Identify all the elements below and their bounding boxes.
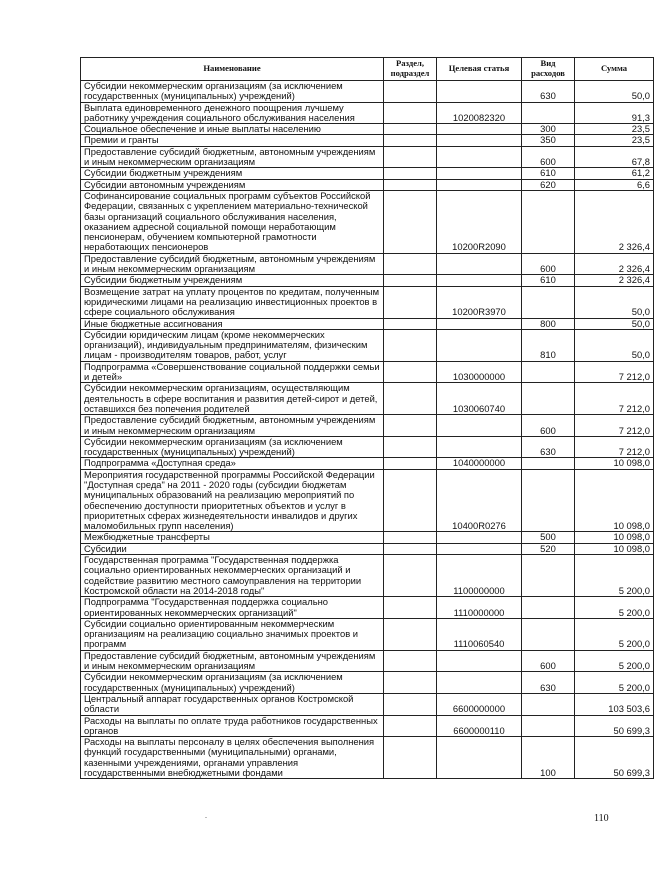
header-section: Раздел, подраздел [384,58,437,81]
cell-kind: 610 [522,168,575,179]
table-row [81,650,654,672]
cell-article [437,124,522,135]
header-article: Целевая статья [437,58,522,81]
cell-kind [522,715,575,737]
cell-kind [522,286,575,318]
table-row [81,555,654,597]
table-row [81,329,654,361]
cell-article [437,532,522,543]
cell-sum: 5 200,0 [575,618,654,650]
cell-article [437,436,522,458]
cell-article [437,672,522,694]
cell-section [384,650,437,672]
cell-name: Государственная программа "Государственная поддержка социально ориентированных некоммерческих организаций и содействие развитию местного самоуправления на территории Костромской области на 2014-2018 годы" [81,555,384,597]
cell-name: Субсидии социально ориентированным некоммерческим организациям на реализацию социально значимых проектов и программ [81,618,384,650]
table-row [81,190,654,253]
cell-name: Предоставление субсидий бюджетным, автономным учреждениям и иным некоммерческим организациям [81,415,384,437]
cell-sum: 10 098,0 [575,532,654,543]
cell-article: 10200R3970 [437,286,522,318]
cell-kind [522,618,575,650]
budget-sheet [80,57,650,779]
cell-sum: 61,2 [575,168,654,179]
cell-kind [522,361,575,383]
cell-article: 1030060740 [437,383,522,415]
cell-sum: 23,5 [575,124,654,135]
cell-section [384,693,437,715]
cell-section [384,190,437,253]
header-kind: Вид расходов [522,58,575,81]
cell-kind [522,190,575,253]
cell-name: Подпрограмма "Государственная поддержка социально ориентированных некоммерческих организаций" [81,597,384,619]
table-row [81,135,654,146]
cell-name: Межбюджетные трансферты [81,532,384,543]
cell-name: Подпрограмма «Доступная среда» [81,458,384,469]
cell-section [384,124,437,135]
cell-name: Субсидии [81,543,384,554]
cell-section [384,179,437,190]
table-row [81,543,654,554]
header-name: Наименование [81,58,384,81]
cell-sum: 2 326,4 [575,190,654,253]
cell-kind: 620 [522,179,575,190]
table-row [81,672,654,694]
cell-kind: 630 [522,81,575,103]
cell-kind: 350 [522,135,575,146]
cell-name: Субсидии бюджетным учреждениям [81,275,384,286]
cell-article [437,168,522,179]
cell-article [437,275,522,286]
cell-article: 1030000000 [437,361,522,383]
cell-sum: 50 699,3 [575,715,654,737]
table-row [81,469,654,532]
cell-kind [522,102,575,124]
cell-sum: 67,8 [575,146,654,168]
cell-sum: 91,3 [575,102,654,124]
cell-article [437,318,522,329]
cell-section [384,672,437,694]
table-row [81,737,654,779]
header-sum: Сумма [575,58,654,81]
table-row [81,458,654,469]
cell-name: Центральный аппарат государственных органов Костромской области [81,693,384,715]
cell-sum: 6,6 [575,179,654,190]
table-row [81,383,654,415]
cell-section [384,383,437,415]
cell-kind: 610 [522,275,575,286]
cell-sum: 50,0 [575,81,654,103]
cell-article: 6600000110 [437,715,522,737]
cell-kind [522,383,575,415]
table-row [81,124,654,135]
cell-name: Предоставление субсидий бюджетным, автономным учреждениям и иным некоммерческим организациям [81,253,384,275]
cell-sum: 50,0 [575,286,654,318]
cell-name: Социальное обеспечение и иные выплаты населению [81,124,384,135]
cell-sum: 5 200,0 [575,672,654,694]
cell-section [384,361,437,383]
cell-kind [522,555,575,597]
cell-sum: 7 212,0 [575,383,654,415]
cell-section [384,618,437,650]
cell-name: Предоставление субсидий бюджетным, автономным учреждениям и иным некоммерческим организациям [81,650,384,672]
budget-table [80,57,654,779]
cell-article [437,253,522,275]
table-row [81,179,654,190]
cell-sum: 7 212,0 [575,361,654,383]
cell-kind: 100 [522,737,575,779]
cell-sum: 5 200,0 [575,650,654,672]
cell-name: Возмещение затрат на уплату процентов по кредитам, полученным юридическими лицами на реализацию инвестиционных проектов в сфере социального обслуживания [81,286,384,318]
cell-kind: 520 [522,543,575,554]
cell-kind: 600 [522,253,575,275]
cell-sum: 5 200,0 [575,597,654,619]
cell-section [384,286,437,318]
cell-kind: 600 [522,650,575,672]
cell-section [384,555,437,597]
cell-name: Субсидии автономным учреждениям [81,179,384,190]
table-body [81,81,654,779]
cell-article [437,329,522,361]
cell-sum: 7 212,0 [575,436,654,458]
cell-article: 10200R2090 [437,190,522,253]
cell-sum: 50 699,3 [575,737,654,779]
cell-article: 6600000000 [437,693,522,715]
cell-kind: 630 [522,436,575,458]
cell-sum: 10 098,0 [575,458,654,469]
cell-article: 1020082320 [437,102,522,124]
table-row [81,618,654,650]
cell-section [384,532,437,543]
cell-section [384,275,437,286]
cell-article [437,737,522,779]
cell-name: Субсидии некоммерческим организациям (за исключением государственных (муниципальных) учреждений) [81,81,384,103]
table-row [81,102,654,124]
table-row [81,146,654,168]
cell-section [384,135,437,146]
table-row [81,715,654,737]
table-row [81,318,654,329]
cell-name: Мероприятия государственной программы Российской Федерации "Доступная среда" на 2011 - 2020 годы (субсидии бюджетам муниципальных образований на реализацию мероприятий по обеспечению доступности приоритетных объектов и услуг в приоритетных сферах жизнедеятельности инвалидов и других маломобильных групп населения) [81,469,384,532]
cell-kind: 300 [522,124,575,135]
cell-section [384,415,437,437]
cell-kind: 600 [522,415,575,437]
cell-section [384,543,437,554]
cell-name: Расходы на выплаты персоналу в целях обеспечения выполнения функций государственными (муниципальными) органами, казенными учреждениями, органами управления государственными внебюджетными фондами [81,737,384,779]
cell-article: 1110060540 [437,618,522,650]
cell-article [437,81,522,103]
cell-section [384,318,437,329]
cell-section [384,253,437,275]
cell-name: Премии и гранты [81,135,384,146]
cell-sum: 103 503,6 [575,693,654,715]
cell-kind [522,693,575,715]
table-row [81,253,654,275]
cell-article: 1110000000 [437,597,522,619]
cell-sum: 5 200,0 [575,555,654,597]
table-row [81,275,654,286]
table-row [81,361,654,383]
cell-sum: 7 212,0 [575,415,654,437]
cell-section [384,715,437,737]
cell-kind: 800 [522,318,575,329]
cell-kind: 810 [522,329,575,361]
cell-kind [522,458,575,469]
cell-sum: 50,0 [575,318,654,329]
cell-article [437,146,522,168]
cell-kind [522,469,575,532]
cell-section [384,436,437,458]
cell-name: Субсидии некоммерческим организациям (за исключением государственных (муниципальных) учреждений) [81,672,384,694]
cell-section [384,102,437,124]
table-row [81,693,654,715]
cell-name: Субсидии бюджетным учреждениям [81,168,384,179]
cell-name: Подпрограмма «Совершенствование социальной поддержки семьи и детей» [81,361,384,383]
cell-section [384,737,437,779]
cell-name: Предоставление субсидий бюджетным, автономным учреждениям и иным некоммерческим организациям [81,146,384,168]
cell-name: Субсидии юридическим лицам (кроме некоммерческих организаций), индивидуальным предпринимателям, физическим лицам - производителям товаров, работ, услуг [81,329,384,361]
cell-sum: 2 326,4 [575,275,654,286]
cell-article [437,650,522,672]
cell-kind [522,597,575,619]
cell-section [384,81,437,103]
cell-kind: 630 [522,672,575,694]
cell-name: Выплата единовременного денежного поощрения лучшему работнику учреждения социального обслуживания населения [81,102,384,124]
cell-sum: 2 326,4 [575,253,654,275]
table-row [81,415,654,437]
cell-name: Расходы на выплаты по оплате труда работников государственных органов [81,715,384,737]
table-row [81,597,654,619]
cell-sum: 50,0 [575,329,654,361]
cell-article [437,415,522,437]
cell-section [384,458,437,469]
cell-article: 10400R0276 [437,469,522,532]
cell-article: 1100000000 [437,555,522,597]
cell-name: Иные бюджетные ассигнования [81,318,384,329]
table-row [81,286,654,318]
table-row [81,81,654,103]
table-row [81,532,654,543]
cell-article [437,179,522,190]
scan-speck [205,817,207,818]
cell-name: Субсидии некоммерческим организациям (за исключением государственных (муниципальных) учреждений) [81,436,384,458]
cell-name: Субсидии некоммерческим организациям, осуществляющим деятельность в сфере воспитания и развития детей-сирот и детей, оставшихся без попечения родителей [81,383,384,415]
table-row [81,168,654,179]
cell-article: 1040000000 [437,458,522,469]
cell-article [437,543,522,554]
table-row [81,436,654,458]
cell-section [384,146,437,168]
cell-name: Софинансирование социальных программ субъектов Российской Федерации, связанных с укреплением материально-технической базы организаций социального обслуживания населения, оказанием адресной социальной помощи неработающим пенсионерам, обучением компьютерной грамотности неработающих пенсионеров [81,190,384,253]
cell-section [384,329,437,361]
cell-article [437,135,522,146]
table-header-row [81,58,654,81]
cell-sum: 10 098,0 [575,469,654,532]
cell-sum: 10 098,0 [575,543,654,554]
cell-kind: 500 [522,532,575,543]
cell-sum: 23,5 [575,135,654,146]
cell-kind: 600 [522,146,575,168]
page-number: 110 [594,813,609,824]
cell-section [384,168,437,179]
cell-section [384,469,437,532]
cell-section [384,597,437,619]
